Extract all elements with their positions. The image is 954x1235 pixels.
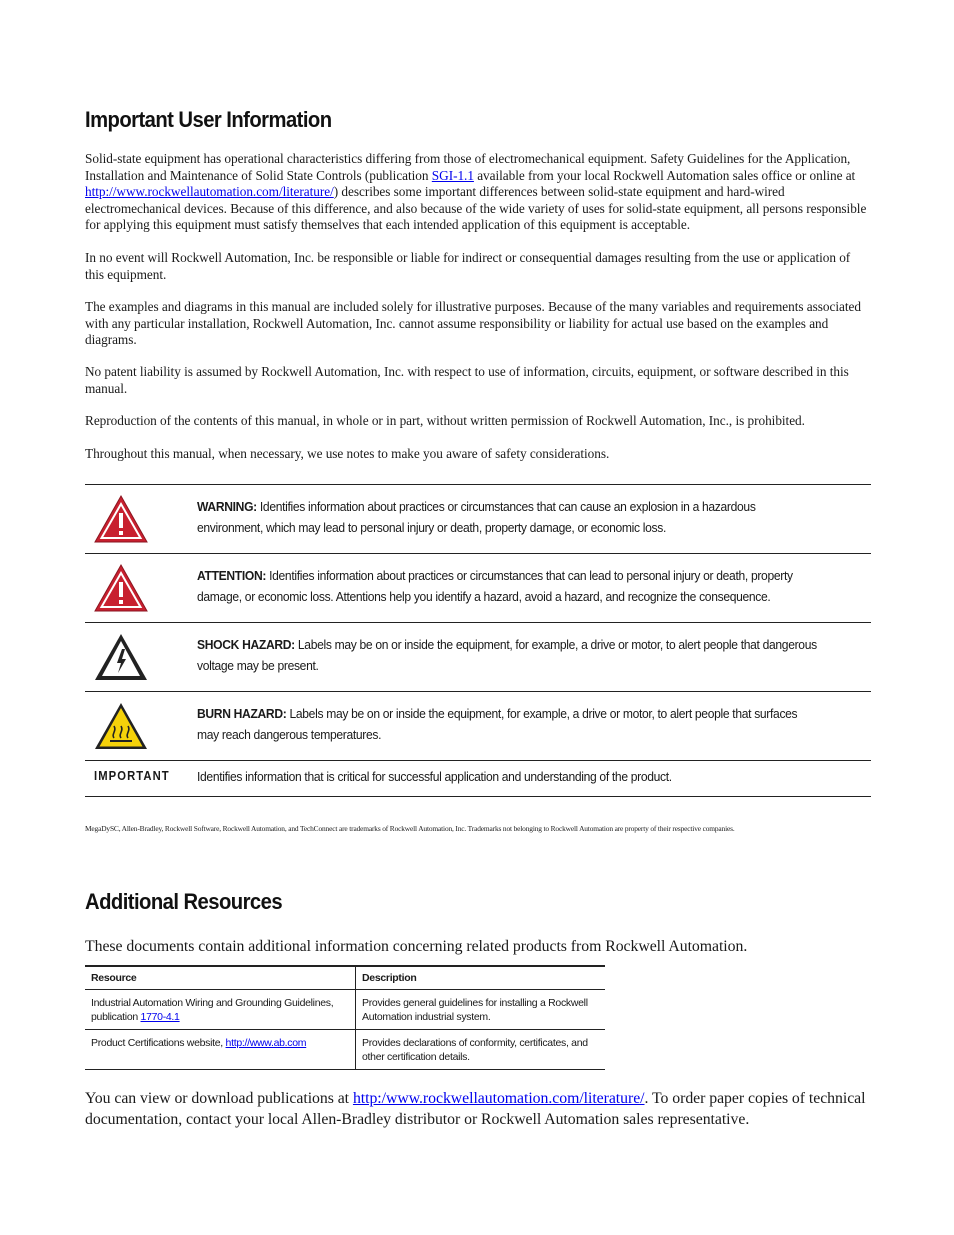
important-text: Identifies information that is critical for successful application and understanding of the product.	[197, 769, 672, 784]
burn-hazard-note	[85, 692, 871, 761]
additional-resources-heading: Additional Resources	[85, 889, 283, 914]
publication-1770-link[interactable]: 1770-4.1	[140, 1011, 180, 1023]
shock-hazard-description: Labels may be on or inside the equipment, for example, a drive or motor, to alert people that dangerous voltage may be present.	[197, 637, 817, 673]
sgi-link[interactable]: SGI-1.1	[431, 167, 474, 183]
resources-table	[85, 965, 605, 1070]
shock-hazard-icon	[93, 631, 149, 683]
paragraph-notes-intro: Throughout this manual, when necessary, we use notes to make you aware of safety considerations.	[85, 446, 610, 461]
paragraph-examples: The examples and diagrams in this manual are included solely for illustrative purposes. Because of the many variables and requirements associated with any particular installation, Rockwell Automation, Inc. cannot assume responsibility or liability for actual use based on the examples and diagrams.	[85, 299, 861, 348]
literature-link[interactable]: http://www.rockwellautomation.com/literature/	[85, 184, 334, 200]
attention-label: ATTENTION:	[197, 568, 267, 583]
resource-cell	[85, 1030, 356, 1070]
warning-triangle-icon	[93, 493, 149, 545]
table-header-row	[85, 966, 605, 990]
resource-column-header: Resource	[85, 966, 356, 990]
paragraph-patent: No patent liability is assumed by Rockwell Automation, Inc. with respect to use of information, circuits, equipment, or software described in this manual.	[85, 364, 849, 396]
table-row	[85, 1030, 605, 1070]
resources-outro	[85, 1088, 871, 1130]
trademark-notice: MegaDySC, Allen-Bradley, Rockwell Software, Rockwell Automation, and TechConnect are trademarks of Rockwell Automation, Inc. Trademarks not belonging to Rockwell Automation are property of their respective companies.	[85, 824, 735, 834]
burn-hazard-description: Labels may be on or inside the equipment, for example, a drive or motor, to alert people that surfaces may reach dangerous temperatures.	[197, 706, 798, 742]
important-note	[85, 761, 871, 797]
burn-hazard-label: BURN HAZARD:	[197, 706, 287, 721]
ab-website-link[interactable]: http://www.ab.com	[225, 1037, 307, 1049]
burn-hazard-icon	[93, 700, 149, 752]
outro-text: You can view or download publications at	[85, 1090, 353, 1107]
shock-hazard-label: SHOCK HAZARD:	[197, 637, 295, 652]
burn-hazard-text	[197, 704, 820, 745]
shock-hazard-text	[197, 635, 820, 676]
warning-label: WARNING:	[197, 499, 257, 514]
attention-triangle-icon	[93, 562, 149, 614]
attention-description: Identifies information about practices or circumstances that can lead to personal injury or death, property damage, or economic loss. Attentions help you identify a hazard, avoid a hazard, and recognize the consequence.	[197, 568, 793, 604]
paragraph-text: Solid-state equipment has operational characteristics differing from those of electromechanical equipment. Safety Guidelines for the Application, Installation and Maintenance of Solid State Controls (publication	[85, 151, 851, 183]
description-cell: Provides declarations of conformity, certificates, and other certification details.	[356, 1030, 606, 1070]
important-label: IMPORTANT	[94, 769, 170, 783]
paragraph-text: ) describes some important differences between solid-state equipment and hard-wired electromechanical devices. Because of this difference, and also because of the wide variety of uses for solid-state equipment, all persons responsible for applying this equipment must satisfy themselves that each intended application of this equipment is acceptable.	[85, 184, 867, 233]
paragraph-solid-state	[85, 151, 871, 234]
warning-text	[197, 497, 820, 538]
table-row	[85, 990, 605, 1030]
paragraph-reproduction: Reproduction of the contents of this manual, in whole or in part, without written permission of Rockwell Automation, Inc., is prohibited.	[85, 413, 805, 428]
literature-link-2[interactable]: http:/www.rockwellautomation.com/literature/	[352, 1090, 645, 1107]
shock-hazard-note	[85, 623, 871, 692]
description-cell: Provides general guidelines for installing a Rockwell Automation industrial system.	[356, 990, 606, 1030]
warning-description: Identifies information about practices or circumstances that can cause an explosion in a hazardous environment, which may lead to personal injury or death, property damage, or economic loss.	[197, 499, 756, 535]
resource-text: Product Certifications website,	[91, 1037, 226, 1049]
resource-text: Industrial Automation Wiring and Grounding Guidelines, publication	[91, 997, 334, 1023]
description-column-header: Description	[356, 966, 606, 990]
paragraph-text: available from your local Rockwell Automation sales office or online at	[473, 167, 856, 183]
warning-note	[85, 485, 871, 554]
attention-text	[197, 566, 820, 607]
resource-cell	[85, 990, 356, 1030]
paragraph-liability: In no event will Rockwell Automation, Inc. be responsible or liable for indirect or consequential damages resulting from the use or application of this equipment.	[85, 250, 851, 282]
resources-intro: These documents contain additional information concerning related products from Rockwell Automation.	[85, 938, 748, 955]
attention-note	[85, 554, 871, 623]
important-user-information-heading: Important User Information	[85, 107, 332, 132]
safety-notes-table	[85, 484, 871, 797]
outro-text: . To order paper copies of technical documentation, contact your local Allen-Bradley distributor or Rockwell Automation sales representative.	[85, 1090, 866, 1128]
